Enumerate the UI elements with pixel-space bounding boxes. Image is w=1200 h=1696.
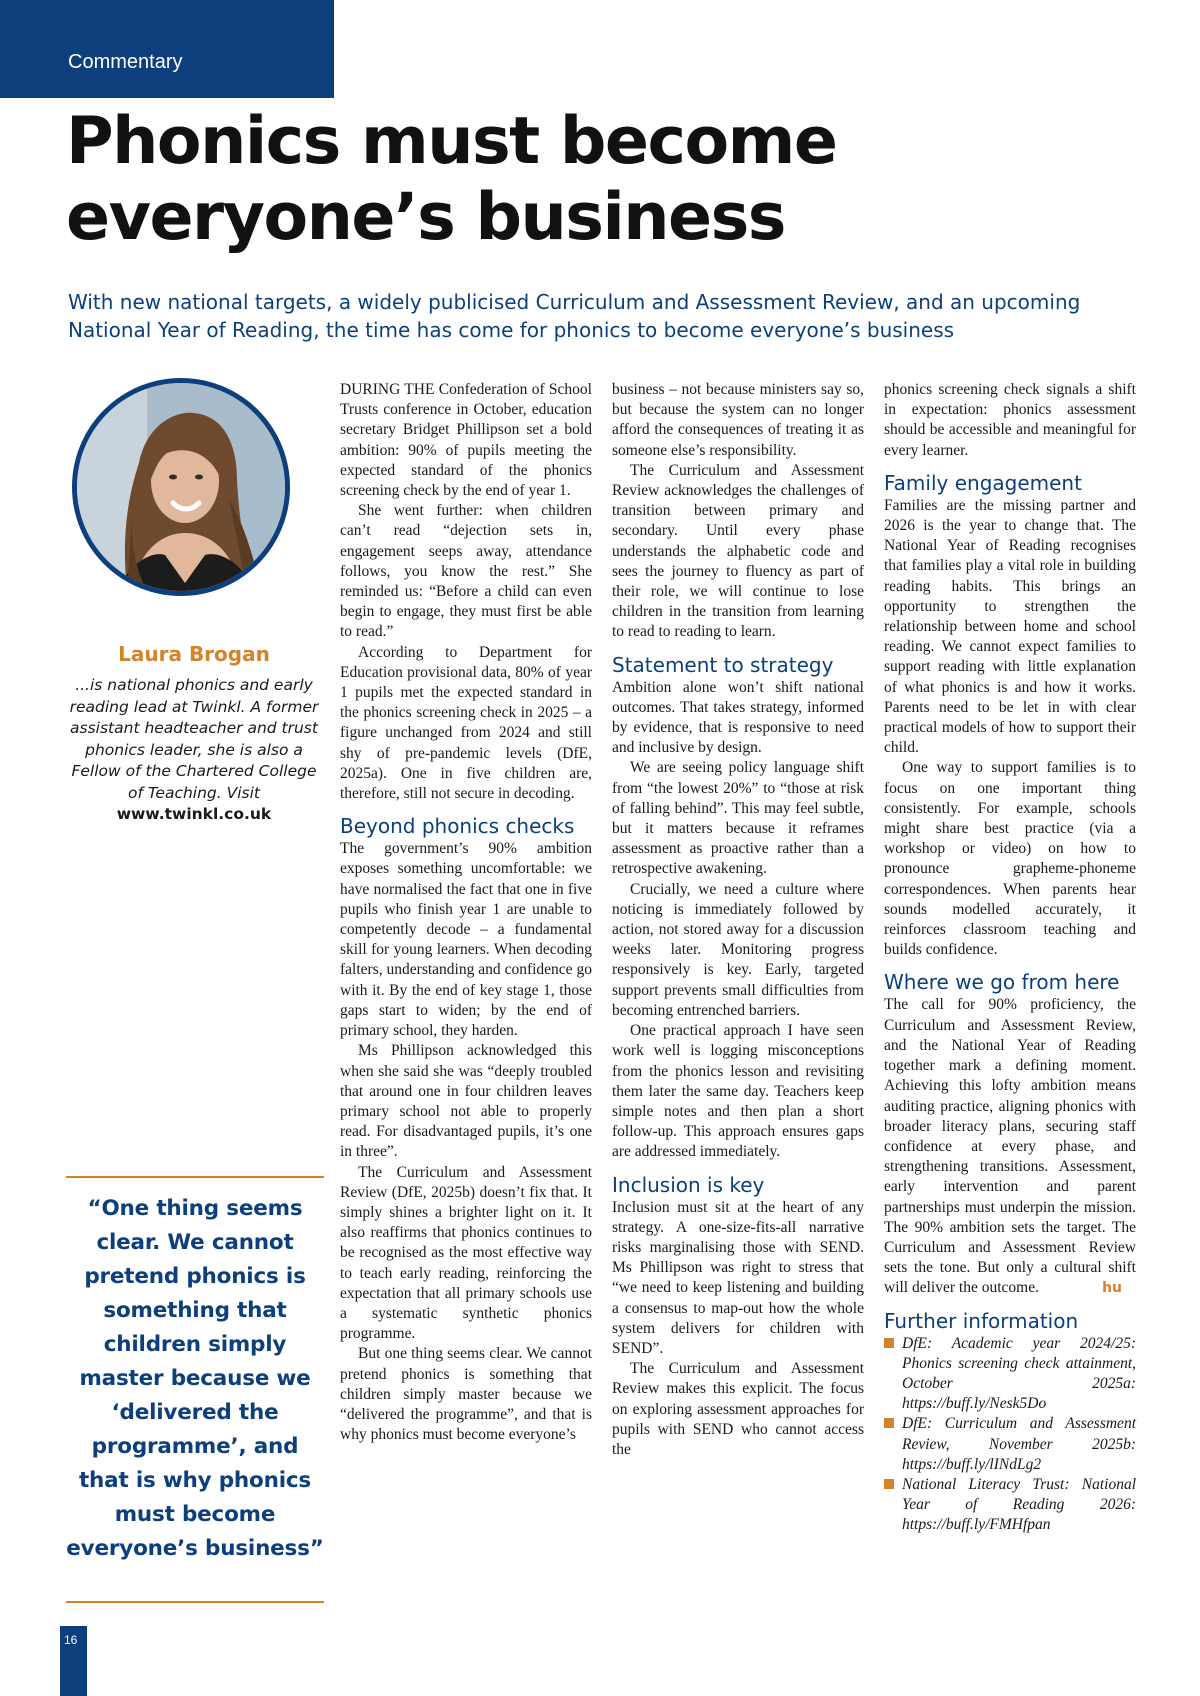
square-bullet-icon bbox=[884, 1479, 894, 1489]
reference-item bbox=[884, 1414, 1136, 1475]
body-paragraph: Ambition alone won’t shift national outcomes. That takes strategy, informed by evidence, that is responsive to need and inclusive by design. bbox=[612, 678, 864, 757]
body-paragraph: She went further: when children can’t read “dejection sets in, engagement seeps away, attendance follows, you know the rest.” She reminded us: “Before a child can even begin to engage, they must first be able to read.” bbox=[340, 502, 592, 641]
standfirst: With new national targets, a widely publicised Curriculum and Assessment Review, and an upcoming National Year of Reading, the time has come for phonics to become everyone’s business bbox=[68, 290, 1081, 342]
subheading-beyond-phonics-checks: Beyond phonics checks bbox=[340, 814, 575, 839]
closing-paragraph-text: The call for 90% proficiency, the Curriculum and Assessment Review, and the National Year of Reading together mark a defining moment. Achieving this lofty ambition means auditing practice, aligning phonics with broader literacy plans, securing staff confidence at every phase, and strengthening transitions. Assessment, early intervention and parent partnerships must underpin the mission. The 90% ambition sets the target. The Curriculum and Assessment Review sets the tone. But only a cultural shift will deliver the outcome. bbox=[884, 996, 1136, 1297]
end-mark-logo: hu bbox=[1102, 1280, 1122, 1297]
body-paragraph: Ms Phillipson acknowledged this when she said she was “deeply troubled that around one in four children leaves primary school not able to properly read. For disadvantaged pupils, it’s one in three”. bbox=[340, 1042, 592, 1161]
author-bio-text: ...is national phonics and early reading lead at Twinkl. A former assistant headteacher and trust phonics leader, she is also a Fellow of the Chartered College of Teaching. Visit bbox=[69, 676, 319, 802]
body-paragraph: The government’s 90% ambition exposes something uncomfortable: we have normalised the fact that one in five pupils who finish year 1 are unable to competently decode – a fundamental skill for young learners. When decoding falters, understanding and confidence go with it. By the end of key stage 1, those gaps start to widen; by the end of primary school, they harden. bbox=[340, 840, 592, 1040]
author-name: Laura Brogan bbox=[118, 642, 270, 666]
body-paragraph: Families are the missing partner and 2026 is the year to change that. The National Year of Reading recognises that families play a vital role in building reading habits. This brings an opportunity to strengthen the relationship between home and school reading. We cannot expect families to support reading with little explanation of what phonics is and how it works. Parents need to be let in with clear practical models of how to support their child. bbox=[884, 496, 1136, 757]
body-paragraph: Inclusion must sit at the heart of any strategy. A one-size-fits-all narrative risks marginalising those with SEND. Ms Phillipson was right to stress that “we need to keep listening and building a consensus to map-out how the whole system delivers for children with SEND”. bbox=[612, 1198, 864, 1357]
body-paragraph: According to Department for Education provisional data, 80% of year 1 pupils met the expected standard in the phonics screening check in 2025 – a figure unchanged from 2024 and still shy of pre-pandemic levels (DfE, 2025a). One in five children are, therefore, still not secure in decoding. bbox=[340, 643, 592, 803]
square-bullet-icon bbox=[884, 1418, 894, 1428]
subheading-statement-to-strategy: Statement to strategy bbox=[612, 652, 834, 677]
body-paragraph bbox=[884, 995, 1136, 1298]
reference-text: DfE: Curriculum and Assessment Review, November 2025b: bbox=[902, 1415, 1136, 1453]
body-paragraph: Crucially, we need a culture where noticing is immediately followed by action, not stored away for a discussion weeks later. Monitoring progress responsively is key. Early, targeted support prevents small difficulties from becoming entrenched barriers. bbox=[612, 880, 864, 1019]
square-bullet-icon bbox=[884, 1338, 894, 1348]
section-tab bbox=[0, 0, 334, 98]
pull-quote: “One thing seems clear. We cannot pretend phonics is something that children simply master because we ‘delivered the programme’, and that is why phonics must become everyone’s business” bbox=[66, 1176, 324, 1603]
page-number: 16 bbox=[64, 1633, 78, 1647]
body-paragraph: But one thing seems clear. We cannot pretend phonics is something that children simply master because we “delivered the programme”, and that is why phonics must become everyone’s bbox=[340, 1345, 592, 1444]
body-paragraph: The Curriculum and Assessment Review acknowledges the challenges of transition between primary and secondary. Until every phase understands the alphabetic code and sees the journey to fluency as part of their role, we will continue to lose children in the transition from learning to read to reading to learn. bbox=[612, 461, 864, 641]
subheading-where-we-go-from-here: Where we go from here bbox=[884, 970, 1120, 995]
headline: Phonics must become everyone’s business bbox=[66, 104, 837, 255]
body-paragraph: We are seeing policy language shift from “the lowest 20%” to “those at risk of falling behind”. This may feel subtle, but it matters because it reframes assessment as proactive rather than a retrospective awakening. bbox=[612, 759, 864, 878]
author-portrait-image bbox=[77, 383, 285, 591]
subheading-further-information: Further information bbox=[884, 1308, 1079, 1333]
body-paragraph: DURING THE Confederation of School Trusts conference in October, education secretary Bridget Phillipson set a bold ambition: 90% of pupils meeting the expected standard of the phonics screening check by the end of year 1. bbox=[340, 381, 592, 500]
subheading-family-engagement: Family engagement bbox=[884, 470, 1082, 495]
reference-item bbox=[884, 1475, 1136, 1536]
author-bio bbox=[66, 675, 322, 826]
section-label: Commentary bbox=[68, 51, 183, 73]
article-column-3 bbox=[884, 380, 1136, 1536]
reference-link[interactable]: https://buff.ly/lINdLg2 bbox=[902, 1455, 1042, 1473]
body-paragraph: business – not because ministers say so, but because the system can no longer afford the consequences of treating it as someone else’s responsibility. bbox=[612, 381, 864, 459]
body-paragraph: phonics screening check signals a shift in expectation: phonics assessment should be accessible and meaningful for every learner. bbox=[884, 381, 1136, 459]
reference-link[interactable]: https://buff.ly/Nesk5Do bbox=[902, 1395, 1047, 1413]
author-photo bbox=[72, 378, 290, 596]
reference-text: National Literacy Trust: National Year of Reading 2026: bbox=[902, 1475, 1136, 1514]
reference-item bbox=[884, 1334, 1136, 1415]
subheading-inclusion-is-key: Inclusion is key bbox=[612, 1172, 765, 1197]
author-website-link[interactable]: www.twinkl.co.uk bbox=[116, 805, 272, 823]
body-paragraph: One way to support families is to focus on one important thing consistently. For example, schools might share best practice (via a workshop or video) on how to pronounce grapheme-phoneme correspondences. When parents hear sounds modelled accurately, it reinforces classroom teaching and builds confidence. bbox=[884, 759, 1136, 959]
reference-link[interactable]: https://buff.ly/FMHfpan bbox=[902, 1516, 1051, 1534]
reference-text: DfE: Academic year 2024/25: Phonics screening check attainment, October 2025a: bbox=[902, 1334, 1136, 1392]
body-paragraph: One practical approach I have seen work well is logging misconceptions from the phonics lesson and revisiting them later the same day. Teachers keep simple notes and then plan a short follow-up. This approach ensures gaps are addressed immediately. bbox=[612, 1022, 864, 1161]
article-column-2 bbox=[612, 380, 864, 1460]
body-paragraph: The Curriculum and Assessment Review (DfE, 2025b) doesn’t fix that. It simply shines a brighter light on it. It also reaffirms that phonics continues to be recognised as the most effective way to teach early reading, reinforcing the expectation that all primary schools use a systematic synthetic phonics programme. bbox=[340, 1163, 592, 1343]
reference-list bbox=[884, 1334, 1136, 1536]
body-paragraph: The Curriculum and Assessment Review makes this explicit. The focus on exploring assessment approaches for pupils with SEND who cannot access the bbox=[612, 1360, 864, 1458]
article-column-1 bbox=[340, 380, 592, 1445]
